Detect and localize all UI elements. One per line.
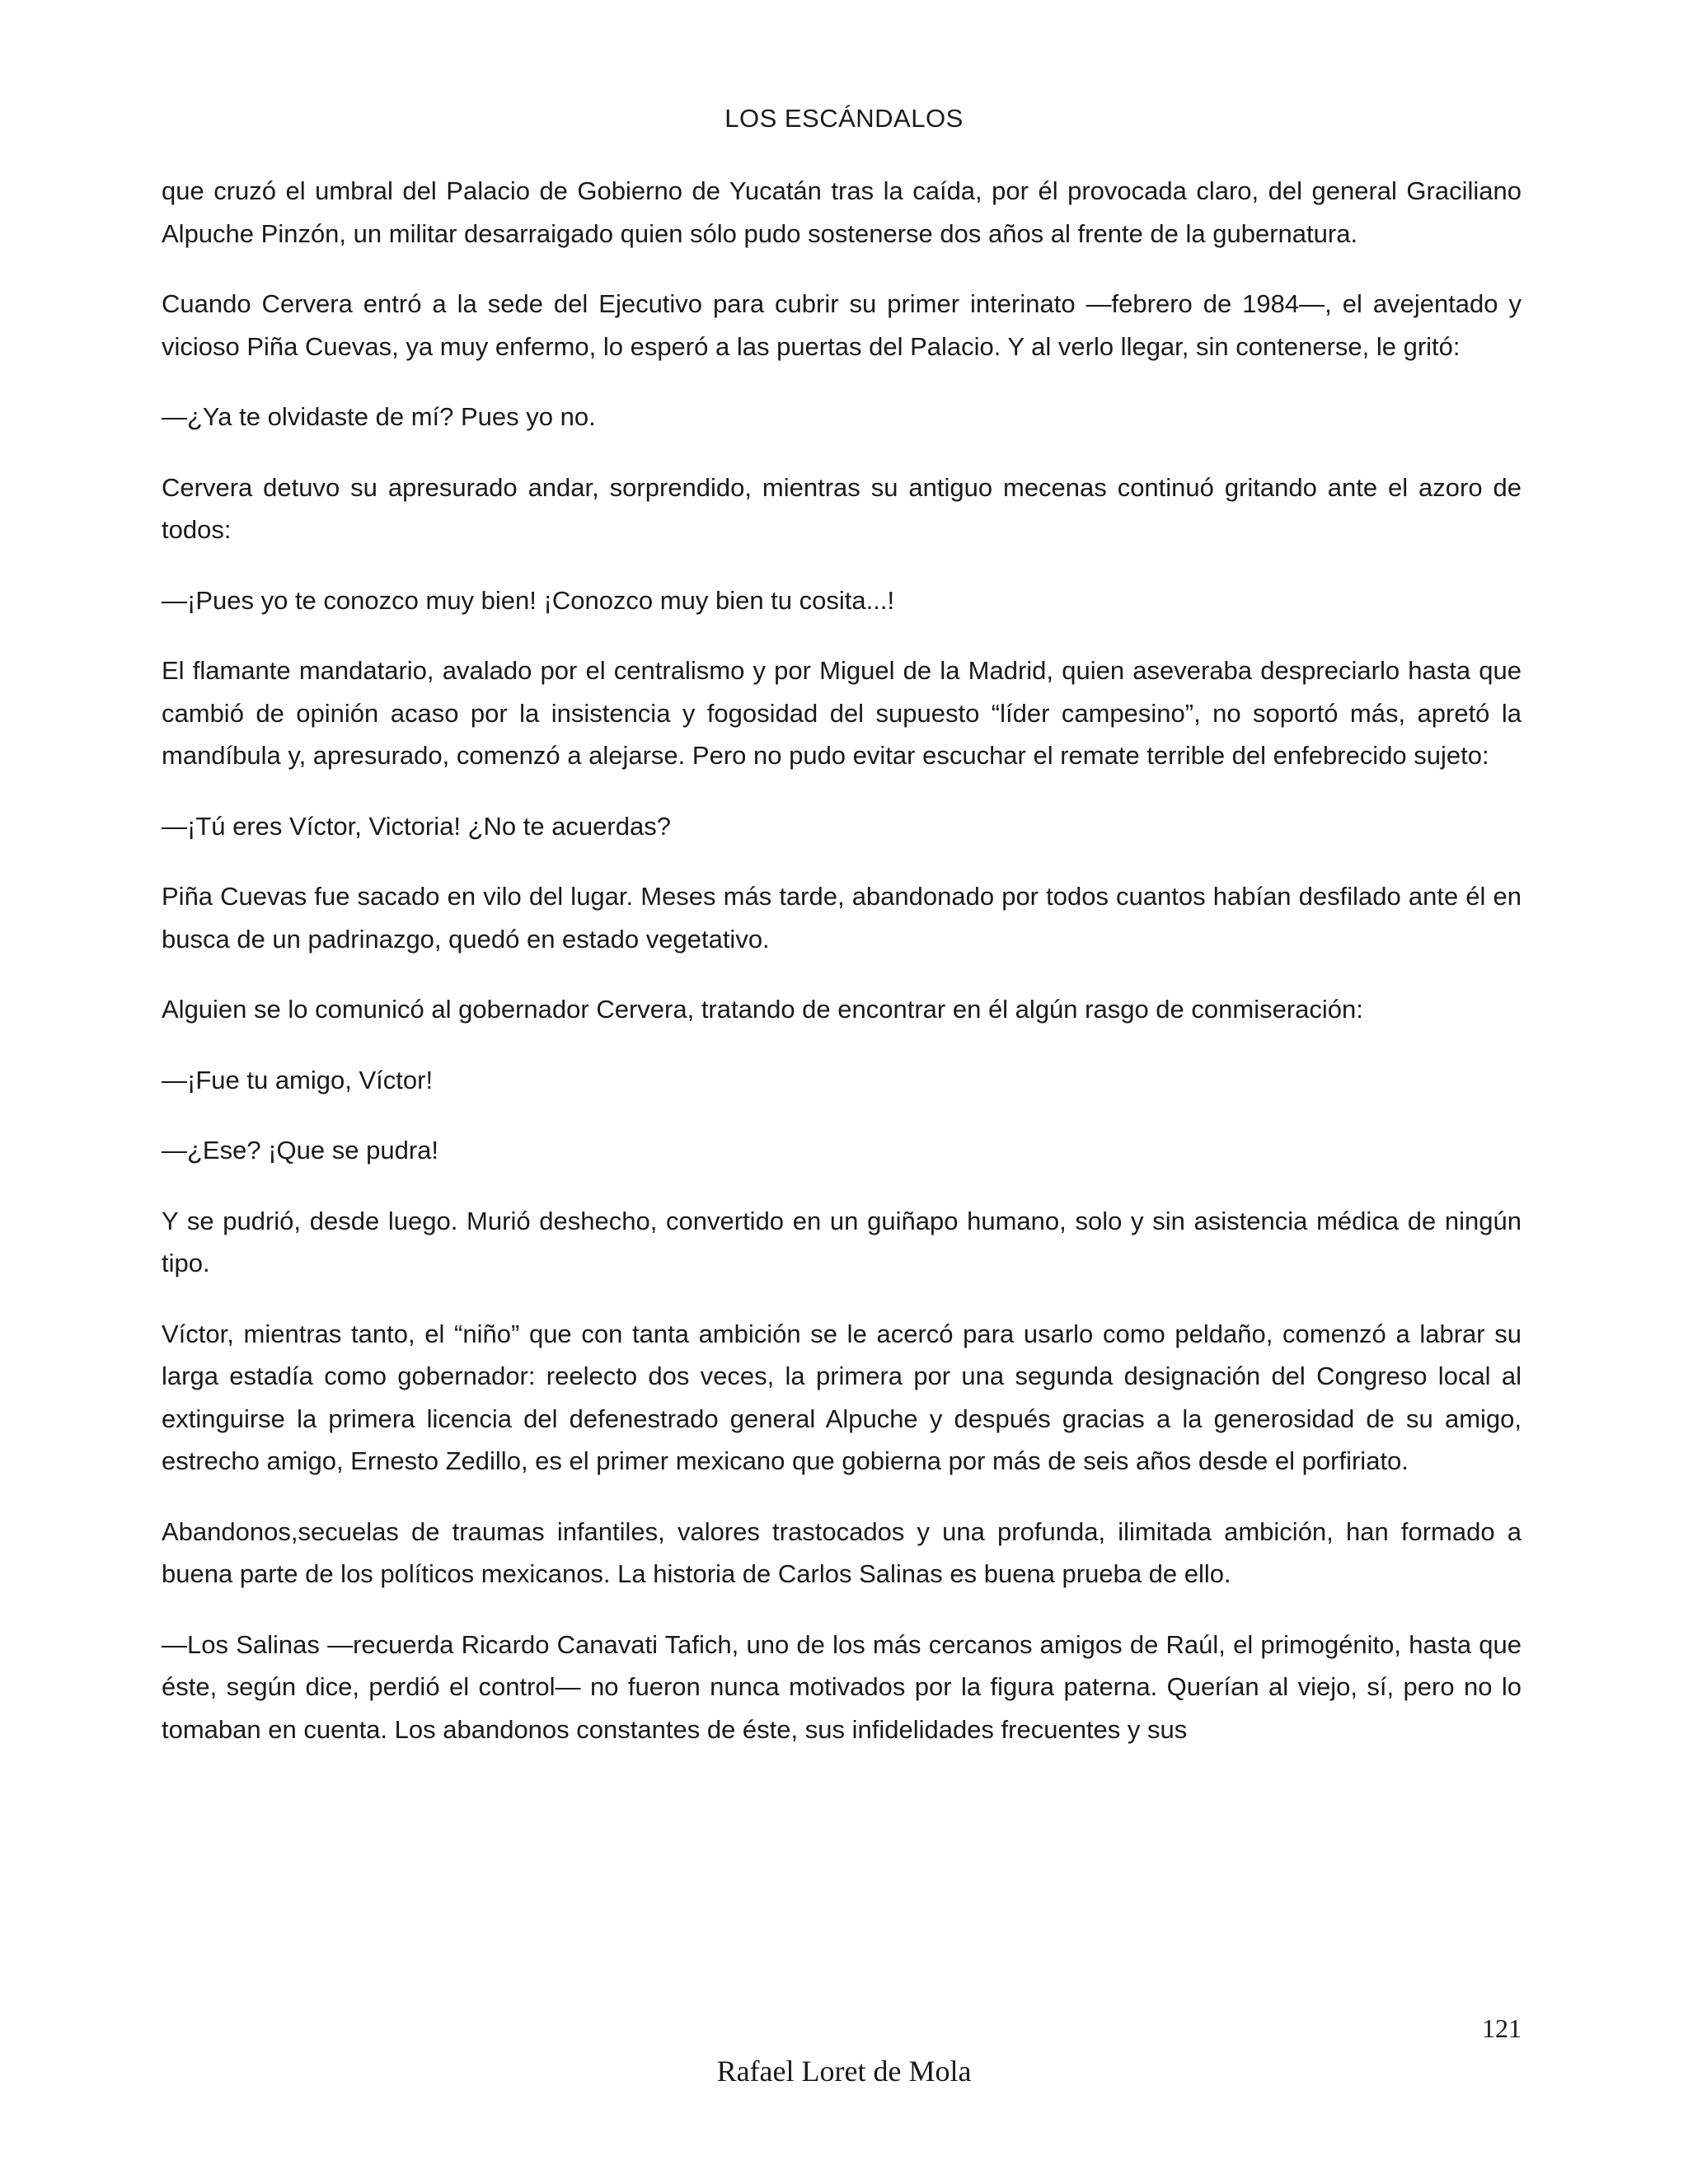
paragraph: que cruzó el umbral del Palacio de Gobierno de Yucatán tras la caída, por él provocada claro, del general Graciliano Alpuche Pinzón, un militar desarraigado quien sólo pudo sostenerse dos años al frente de la gubernatura.: [162, 176, 1522, 248]
body-text: [162, 170, 1522, 1779]
paragraph: Cervera detuvo su apresurado andar, sorprendido, mientras su antiguo mecenas continuó gritando ante el azoro de todos:: [162, 472, 1522, 544]
paragraph: Víctor, mientras tanto, el “niño” que con tanta ambición se le acercó para usarlo como peldaño, comenzó a labrar su larga estadía como gobernador: reelecto dos veces, la primera por una segunda designación del Congreso local al extinguirse la primera licencia del defenestrado general Alpuche y después gracias a la generosidad de su amigo, estrecho amigo, Ernesto Zedillo, es el primer mexicano que gobierna por más de seis años desde el porfiriato.: [162, 1319, 1522, 1475]
dialogue-line: —¡Pues yo te conozco muy bien! ¡Conozco muy bien tu cosita...!: [162, 585, 895, 615]
running-header: LOS ESCÁNDALOS: [724, 104, 964, 133]
paragraph: Cuando Cervera entró a la sede del Ejecutivo para cubrir su primer interinato —febrero de 1984—, el avejentado y vicioso Piña Cuevas, ya muy enfermo, lo esperó a las puertas del Palacio. Y al verlo llegar, sin contenerse, le gritó:: [162, 289, 1522, 361]
dialogue-line: —¿Ese? ¡Que se pudra!: [162, 1136, 438, 1165]
dialogue-line: —¡Tú eres Víctor, Victoria! ¿No te acuerdas?: [162, 811, 671, 841]
page-number: 121: [1482, 2013, 1522, 2043]
paragraph: Abandonos,secuelas de traumas infantiles, valores trastocados y una profunda, ilimitada ambición, han formado a buena parte de los políticos mexicanos. La historia de Carlos Salinas es buena prueba de ello.: [162, 1516, 1522, 1588]
paragraph: Alguien se lo comunicó al gobernador Cervera, tratando de encontrar en él algún rasgo de conmiseración:: [162, 995, 1363, 1024]
paragraph: Y se pudrió, desde luego. Murió deshecho, convertido en un guiñapo humano, solo y sin asistencia médica de ningún tipo.: [162, 1206, 1522, 1277]
paragraph: —Los Salinas —recuerda Ricardo Canavati Tafich, uno de los más cercanos amigos de Raúl, el primogénito, hasta que éste, según dice, perdió el control— no fueron nunca motivados por la figura paterna. Querían al viejo, sí, pero no lo tomaban en cuenta. Los abandonos constantes de éste, sus infidelidades frecuentes y sus: [162, 1629, 1522, 1744]
dialogue-line: —¿Ya te olvidaste de mí? Pues yo no.: [162, 402, 596, 431]
paragraph: El flamante mandatario, avalado por el centralismo y por Miguel de la Madrid, quien aseveraba despreciarlo hasta que cambió de opinión acaso por la insistencia y fogosidad del supuesto “líder campesino”, no soportó más, apretó la mandíbula y, apresurado, comenzó a alejarse. Pero no pudo evitar escuchar el remate terrible del enfebrecido sujeto:: [162, 656, 1522, 770]
dialogue-line: —¡Fue tu amigo, Víctor!: [162, 1065, 434, 1094]
author-footer: Rafael Loret de Mola: [716, 2055, 972, 2088]
paragraph: Piña Cuevas fue sacado en vilo del lugar. Meses más tarde, abandonado por todos cuantos habían desfilado ante él en busca de un padrinazgo, quedó en estado vegetativo.: [162, 882, 1522, 954]
